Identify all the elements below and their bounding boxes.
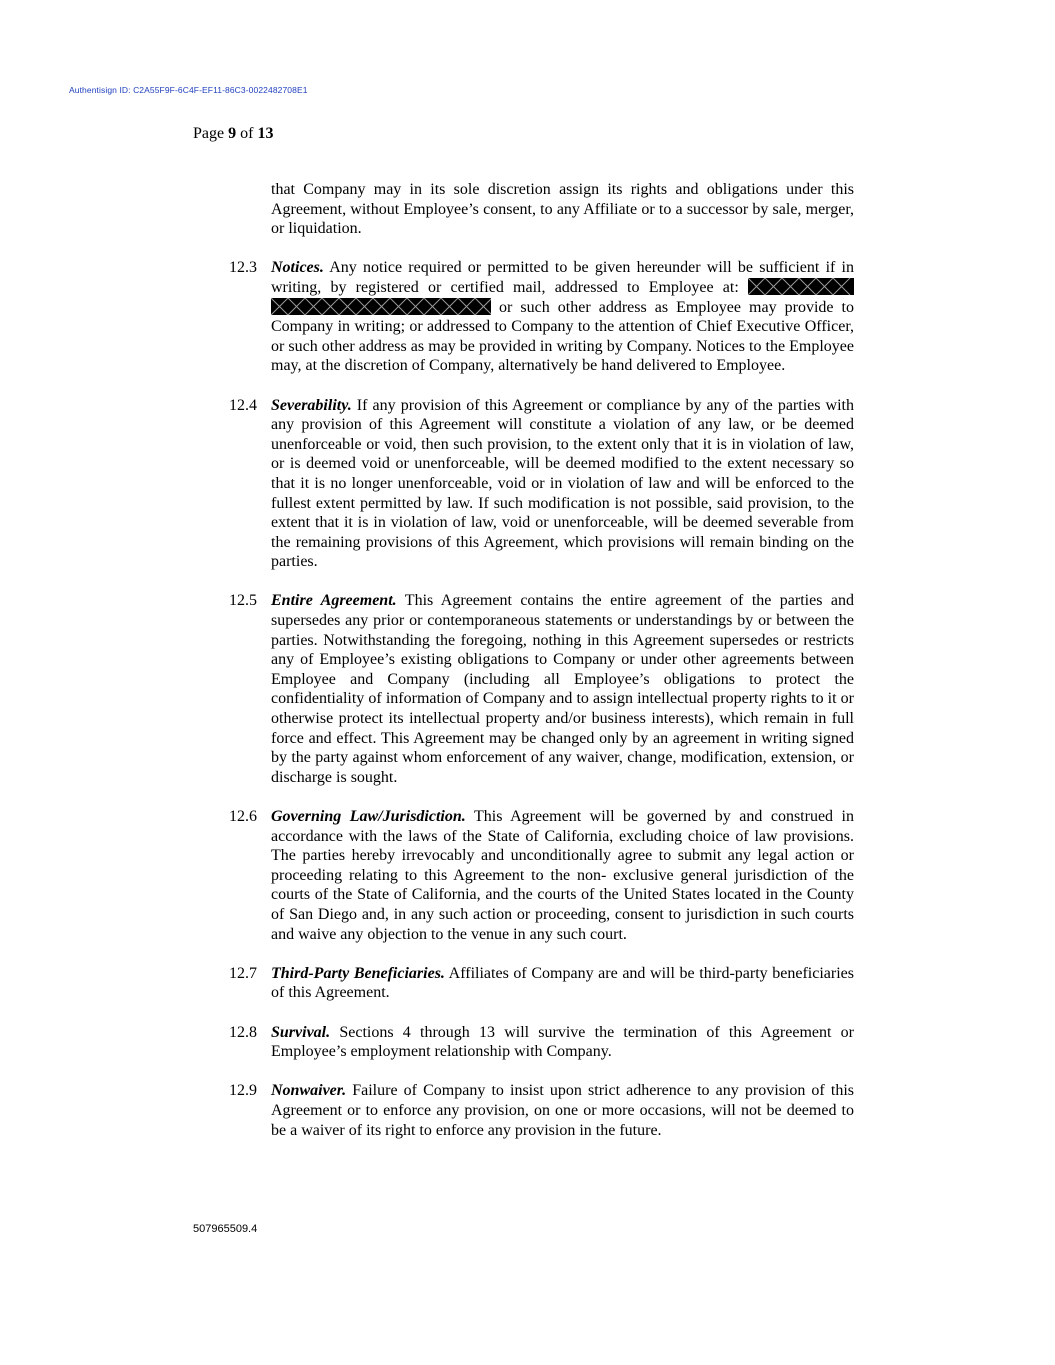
page-total: 13	[257, 125, 274, 142]
section-number: 12.4	[229, 396, 257, 414]
section-number: 12.5	[229, 592, 257, 610]
section-text	[271, 591, 854, 787]
section-body-after: or such other address as Employee may provide to Company in writing; or addressed to Company to the attention of Chief Executive Officer, or such other address as may be provided in writing by Company. Notices to the Employee may, at the discretion of Company, alternatively be hand delivered to Employee.	[271, 298, 854, 375]
page-current: 9	[228, 125, 237, 142]
section-text	[271, 1081, 854, 1140]
section-number: 12.9	[229, 1082, 257, 1100]
section-number: 12.7	[229, 964, 257, 982]
section-body: Sections 4 through 13 will survive the termination of this Agreement or Employee’s employment relationship with Company.	[271, 1023, 854, 1061]
page-header	[193, 125, 273, 143]
section-12-3	[229, 258, 854, 376]
section-body: This Agreement will be governed by and construed in accordance with the laws of the State of California, excluding choice of law provisions. The parties hereby irrevocably and unconditionally agree to submit any legal action or proceeding relating to this Agreement to the non- exclusive general jurisdiction of the courts of the State of California, and the courts of the United States located in the County of San Diego and, in any such action or proceeding, consent to jurisdiction in such courts and waive any objection to the venue in any such court.	[271, 808, 855, 943]
authentisign-id: Authentisign ID: C2A55F9F-6C4F-EF11-86C3-0022482708E1	[69, 85, 308, 95]
section-12-7	[229, 964, 854, 1003]
redaction-box	[271, 298, 491, 315]
section-body: Failure of Company to insist upon strict adherence to any provision of this Agreement or to enforce any provision, on one or more occasions, will not be deemed to be a waiver of its right to enforce any provision in the future.	[271, 1082, 854, 1139]
section-number: 12.6	[229, 808, 257, 825]
section-title: Entire Agreement.	[271, 592, 397, 610]
section-body: This Agreement contains the entire agreement of the parties and supersedes any prior or contemporaneous statements or understandings by or between the parties. Notwithstanding the foregoing, nothing in this Agreement supersedes or restricts any of Employee’s existing obligations to Company or under other agreements between Employee and Company (including all Employee’s obligations to protect the confidentiality of information of Company and to assign intellectual property rights to it or otherwise protect its intellectual property and/or business interests), which remain in full force and effect. This Agreement may be changed only by an agreement in writing signed by the party against whom enforcement of any waiver, change, modification, extension, or discharge is sought.	[271, 592, 855, 786]
redaction-hatch-icon	[271, 298, 491, 315]
section-text	[271, 1023, 854, 1062]
section-title: Notices.	[271, 259, 324, 277]
section-title: Severability.	[271, 396, 352, 414]
section-text	[271, 258, 854, 376]
section-12-5	[229, 591, 854, 787]
section-text	[271, 964, 854, 1003]
section-body: If any provision of this Agreement or compliance by any of the parties with any provision of this Agreement will constitute a violation of any law, or be deemed unenforceable or void, then such provision, to the extent only that it is in violation of law, or is deemed void or unenforceable, will be deemed modified to the extent necessary so that it is no longer unenforceable, void or in violation of law and will be enforced to the fullest extent permitted by law. If such modification is not possible, said provision, to the extent that it is in violation of law, void or unenforceable, will be deemed severable from the remaining provisions of this Agreement, which provisions will remain binding on the parties.	[271, 396, 854, 571]
section-title: Nonwaiver.	[271, 1082, 347, 1100]
section-12-9	[229, 1081, 854, 1140]
continuation-paragraph: that Company may in its sole discretion assign its rights and obligations under this Agreement, without Employee’s consent, to any Affiliate or to a successor by sale, merger, or liquidation.	[271, 181, 854, 238]
document-body	[229, 180, 854, 1160]
section-12-8	[229, 1023, 854, 1062]
section-12-4	[229, 396, 854, 572]
section-body-before: Any notice required or permitted to be given hereunder will be sufficient if in writing, by registered or certified mail, addressed to Employee at:	[271, 259, 854, 296]
section-title: Survival.	[271, 1023, 331, 1041]
section-number: 12.3	[229, 259, 257, 277]
redaction-box	[748, 278, 854, 295]
page-of: of	[236, 125, 258, 142]
section-number: 12.8	[229, 1023, 257, 1041]
section-title: Third-Party Beneficiaries.	[271, 964, 445, 982]
section-12-6	[229, 807, 854, 944]
section-body: Affiliates of Company are and will be third-party beneficiaries of this Agreement.	[271, 964, 855, 1002]
footer-document-number: 507965509.4	[193, 1223, 258, 1235]
section-text	[271, 807, 854, 944]
redaction-hatch-icon	[748, 278, 854, 295]
section-title: Governing Law/Jurisdiction.	[271, 808, 466, 825]
page-label: Page	[193, 125, 229, 142]
section-text	[271, 396, 854, 572]
